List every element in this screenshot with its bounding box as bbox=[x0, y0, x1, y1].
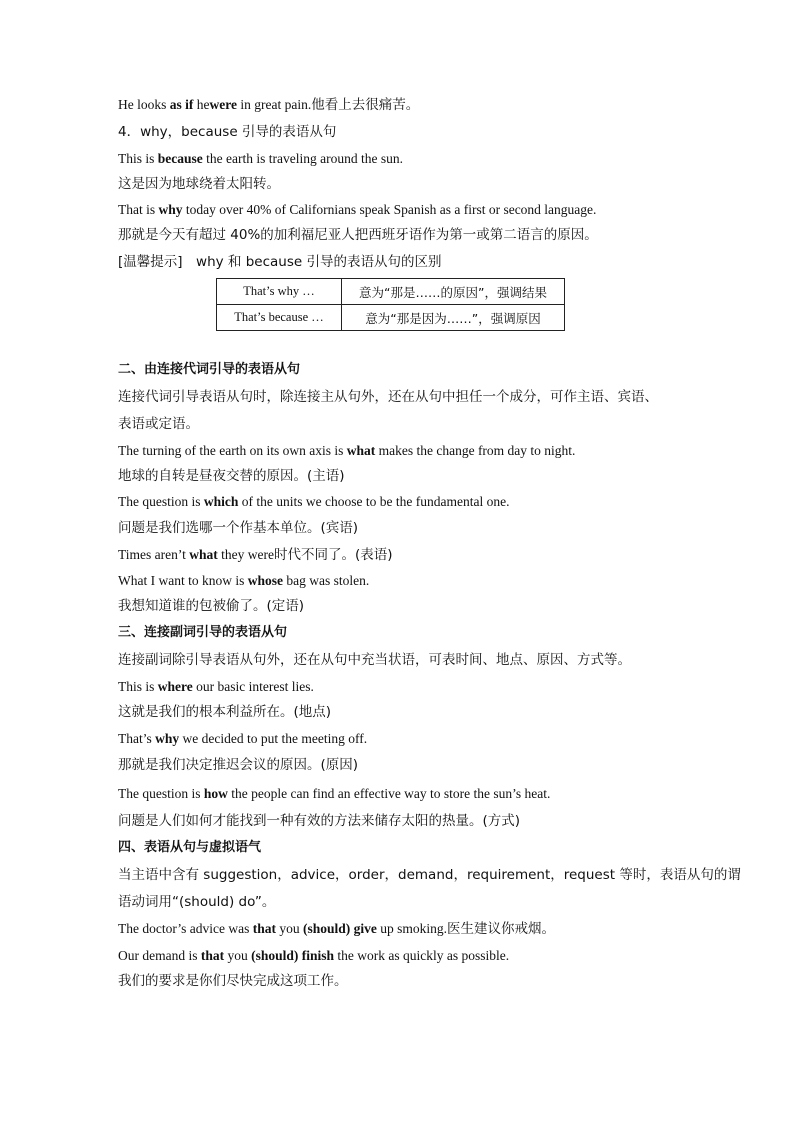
tip-heading: [温馨提示] why 和 because 引导的表语从句的区别 bbox=[118, 254, 442, 270]
example-what-predicative: Times aren’t what they were时代不同了。(表语) bbox=[118, 547, 393, 563]
example-demand-subjunctive: Our demand is that you (should) finish the work as quickly as possible. bbox=[118, 948, 510, 963]
example-which-object: The question is which of the units we choose to be the fundamental one. bbox=[118, 494, 510, 509]
table-cell-phrase: That’s because … bbox=[217, 305, 342, 331]
example-how-translation: 问题是人们如何才能找到一种有效的方法来储存太阳的热量。(方式) bbox=[118, 813, 521, 829]
example-why-reason: That’s why we decided to put the meeting off. bbox=[118, 731, 368, 746]
section-4-description-line2: 语动词用“(should) do”。 bbox=[118, 894, 276, 910]
example-because-translation: 这是因为地球绕着太阳转。 bbox=[118, 176, 280, 192]
example-whose-attributive: What I want to know is whose bag was stolen. bbox=[118, 573, 370, 588]
table-cell-phrase: That’s why … bbox=[217, 279, 342, 305]
table-row bbox=[217, 305, 565, 331]
section-3-description: 连接副词除引导表语从句外，还在从句中充当状语，可表时间、地点、原因、方式等。 bbox=[118, 652, 631, 668]
example-whose-translation: 我想知道谁的包被偷了。(定语) bbox=[118, 598, 305, 614]
comparison-table bbox=[216, 278, 565, 331]
table-cell-meaning: 意为“那是因为……”，强调原因 bbox=[342, 305, 565, 331]
example-what-subject-translation: 地球的自转是昼夜交替的原因。(主语) bbox=[118, 468, 345, 484]
section-2-heading: 二、由连接代词引导的表语从句 bbox=[118, 362, 301, 377]
example-why: That is why today over 40% of Californians speak Spanish as a first or second language. bbox=[118, 202, 597, 217]
example-how: The question is how the people can find an effective way to store the sun’s heat. bbox=[118, 786, 551, 801]
table-cell-meaning: 意为“那是……的原因”，强调结果 bbox=[342, 279, 565, 305]
section-4-heading: 四、表语从句与虚拟语气 bbox=[118, 840, 262, 855]
example-what-subject: The turning of the earth on its own axis is what makes the change from day to night. bbox=[118, 443, 576, 458]
example-advice-subjunctive: The doctor’s advice was that you (should) give up smoking.医生建议你戒烟。 bbox=[118, 921, 555, 937]
example-where: This is where our basic interest lies. bbox=[118, 679, 314, 694]
example-where-translation: 这就是我们的根本利益所在。(地点) bbox=[118, 704, 332, 720]
section-4-description-line1: 当主语中含有 suggestion，advice，order，demand，requirement，request 等时，表语从句的谓 bbox=[118, 867, 741, 883]
table-row bbox=[217, 279, 565, 305]
section-4-why-because-heading: 4．why，because 引导的表语从句 bbox=[118, 124, 337, 140]
example-because: This is because the earth is traveling around the sun. bbox=[118, 151, 403, 166]
section-2-description-line2: 表语或定语。 bbox=[118, 416, 199, 432]
section-2-description-line1: 连接代词引导表语从句时，除连接主从句外，还在从句中担任一个成分，可作主语、宾语、 bbox=[118, 389, 658, 405]
example-demand-translation: 我们的要求是你们尽快完成这项工作。 bbox=[118, 973, 348, 989]
example-why-translation: 那就是今天有超过 40%的加利福尼亚人把西班牙语作为第一或第二语言的原因。 bbox=[118, 227, 598, 243]
example-as-if: He looks as if hewere in great pain.他看上去很痛苦。 bbox=[118, 97, 420, 113]
example-which-object-translation: 问题是我们选哪一个作基本单位。(宾语) bbox=[118, 520, 359, 536]
example-why-reason-translation: 那就是我们决定推迟会议的原因。(原因) bbox=[118, 757, 359, 773]
section-3-heading: 三、连接副词引导的表语从句 bbox=[118, 625, 288, 640]
